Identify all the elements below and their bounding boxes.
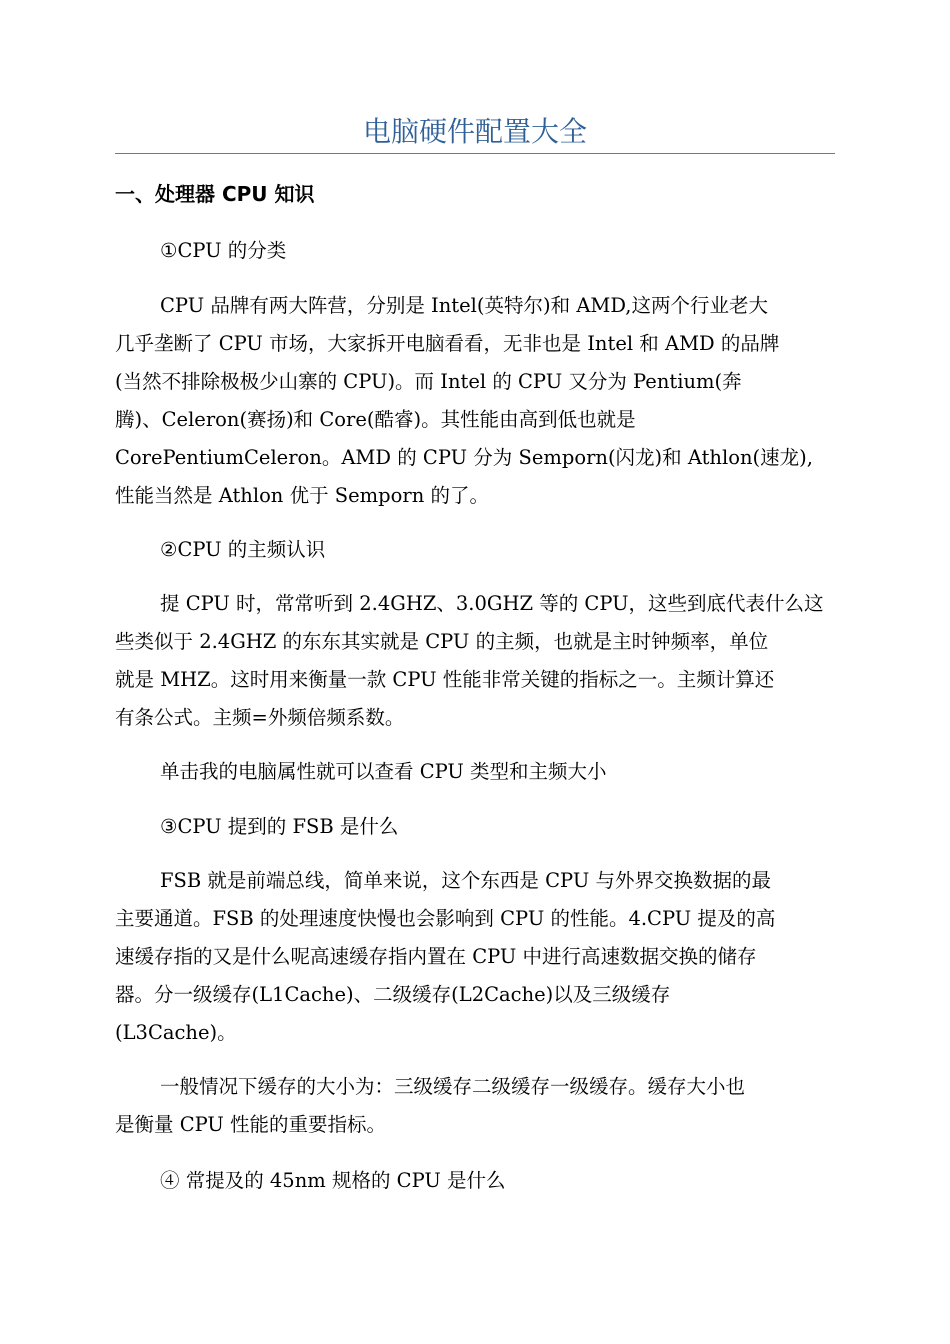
subheading-cpu-classification: ①CPU 的分类 [160, 239, 287, 262]
subheading-fsb: ③CPU 提到的 FSB 是什么 [160, 815, 399, 838]
paragraph-line: CPU 品牌有两大阵营，分别是 Intel(英特尔)和 AMD,这两个行业老大 [160, 294, 769, 317]
paragraph-cache-size [115, 1068, 835, 1144]
paragraph-cpu-frequency [115, 585, 835, 737]
subheading-cpu-frequency: ②CPU 的主频认识 [160, 538, 326, 561]
document-title: 电脑硬件配置大全 [362, 115, 587, 148]
paragraph-line: (L3Cache)。 [115, 1021, 237, 1044]
paragraph-line: 速缓存指的又是什么呢高速缓存指内置在 CPU 中进行高速数据交换的储存 [115, 945, 757, 968]
paragraph-line: 有条公式。主频=外频倍频系数。 [115, 706, 405, 729]
paragraph-line: 一般情况下缓存的大小为：三级缓存二级缓存一级缓存。缓存大小也 [160, 1075, 746, 1098]
section-heading-cpu: 一、处理器 CPU 知识 [115, 182, 315, 206]
paragraph-line: 提 CPU 时，常常听到 2.4GHZ、3.0GHZ 等的 CPU，这些到底代表什么这 [160, 592, 824, 615]
paragraph-line: (当然不排除极极少山寨的 CPU)。而 Intel 的 CPU 又分为 Pentium(奔 [115, 370, 742, 393]
paragraph-line: 器。分一级缓存(L1Cache)、二级缓存(L2Cache)以及三级缓存 [115, 983, 671, 1006]
title-underline [115, 153, 835, 154]
paragraph-line: 是衡量 CPU 性能的重要指标。 [115, 1113, 387, 1136]
paragraph-fsb-cache [115, 862, 835, 1052]
paragraph-line: 主要通道。FSB 的处理速度快慢也会影响到 CPU 的性能。4.CPU 提及的高 [115, 907, 776, 930]
paragraph-check-cpu-type: 单击我的电脑属性就可以查看 CPU 类型和主频大小 [160, 760, 607, 783]
paragraph-line: CorePentiumCeleron。AMD 的 CPU 分为 Semporn(闪龙)和 Athlon(速龙), [115, 446, 813, 469]
paragraph-line: 性能当然是 Athlon 优于 Semporn 的了。 [115, 484, 489, 507]
paragraph-line: 几乎垄断了 CPU 市场，大家拆开电脑看看，无非也是 Intel 和 AMD 的品牌 [115, 332, 780, 355]
paragraph-line: 些类似于 2.4GHZ 的东东其实就是 CPU 的主频，也就是主时钟频率，单位 [115, 630, 769, 653]
paragraph-cpu-brands [115, 287, 835, 515]
paragraph-line: 就是 MHZ。这时用来衡量一款 CPU 性能非常关键的指标之一。主频计算还 [115, 668, 775, 691]
subheading-45nm: ④ 常提及的 45nm 规格的 CPU 是什么 [160, 1169, 506, 1192]
paragraph-line: FSB 就是前端总线，简单来说，这个东西是 CPU 与外界交换数据的最 [160, 869, 771, 892]
paragraph-line: 腾)、Celeron(赛扬)和 Core(酷睿)。其性能由高到低也就是 [115, 408, 636, 431]
